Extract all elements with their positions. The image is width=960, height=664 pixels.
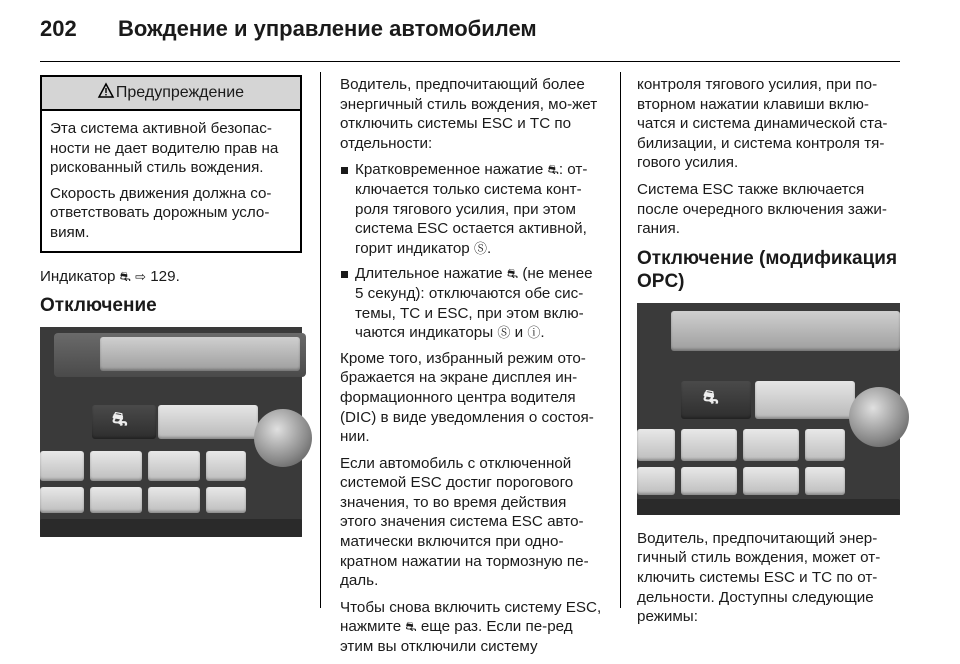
warning-body [42, 111, 300, 251]
column-1 [40, 75, 302, 537]
page-header [40, 16, 537, 46]
mode-list [340, 160, 603, 342]
dic-paragraph: Кроме того, избранный режим ото-бражается на экране дисплея ин-формационного центра водителя (DIC) в виде уведомления о состоя-нии. [340, 349, 594, 446]
dashboard-photo [40, 327, 302, 537]
continuation-paragraph: контроля тягового усилия, при по-вторном нажатии клавиши вклю-чатся и система динамической ста-билизации, и система контроля тя-гового усилия. [637, 76, 888, 172]
ignition-paragraph: Система ESC также включается после очередного включения зажи-гания. [637, 180, 887, 238]
esc-off-icon: ⓘ [527, 325, 541, 341]
warning-paragraph-1: Эта система активной безопас-ности не дает водителю прав на рискованный стиль вождения. [50, 120, 279, 177]
chapter-title: Вождение и управление автомобилем [118, 16, 537, 41]
esc-icon: ⛐ [547, 162, 559, 178]
page-number: 202 [40, 16, 77, 41]
esc-icon: ⛐ [506, 266, 519, 282]
warning-title: Предупреждение [115, 84, 245, 101]
esc-button-icon: ⛐ [703, 386, 719, 407]
list-item: Кратковременное нажатие ⛐: от-ключается только система конт-роля тягового усилия, при этом система ESC остается активной, горит индикатор Ⓢ. [340, 160, 603, 258]
indicator-reference: Индикатор ⛐ ⇨ 129. [40, 267, 180, 285]
intro-paragraph: Водитель, предпочитающий более энергичный стиль вождения, мо-жет отключить системы ESC и TC по отдельности: [340, 76, 598, 152]
warning-triangle-icon [98, 83, 114, 103]
section-heading-off: Отключение [40, 295, 157, 317]
reactivate-paragraph: Чтобы снова включить систему ESC, нажмите ⛐ еще раз. Если пе-ред этим вы отключили систему [340, 598, 602, 656]
warning-paragraph-2: Скорость движения должна со-ответствовать дорожным усло-виям. [50, 184, 272, 241]
page-ref-arrow-icon: ⇨ [135, 268, 147, 284]
tc-off-icon: Ⓢ [473, 240, 487, 256]
list-item: Длительное нажатие ⛐ (не менее 5 секунд): отключаются обе сис-темы, TC и ESC, при этом вклю-чаются индикаторы Ⓢ и ⓘ. [340, 264, 603, 342]
header-rule [40, 61, 900, 62]
warning-header [42, 77, 300, 111]
dashboard-photo-opc [637, 303, 900, 515]
section-heading-opc: Отключение (модификация OPC) [637, 247, 898, 292]
threshold-paragraph: Если автомобиль с отключенной системой ESC достиг порогового значения, то во время действия этого значения система ESC авто-матически включится при одно-кратном нажатии на тормозную пе-даль. [340, 454, 589, 590]
warning-box [40, 75, 302, 253]
column-2 [340, 75, 603, 664]
tc-off-icon: Ⓢ [497, 325, 511, 341]
column-divider-1 [320, 72, 321, 608]
esc-icon: ⛐ [405, 619, 417, 635]
column-divider-2 [620, 72, 621, 608]
esc-button-icon: ⛐ [112, 409, 128, 430]
esc-icon: ⛐ [119, 268, 131, 284]
column-3 [637, 75, 900, 634]
opc-paragraph: Водитель, предпочитающий энер-гичный стиль вождения, может от-ключить системы ESC и TC по от-дельности. Доступны следующие режимы: [637, 529, 881, 626]
